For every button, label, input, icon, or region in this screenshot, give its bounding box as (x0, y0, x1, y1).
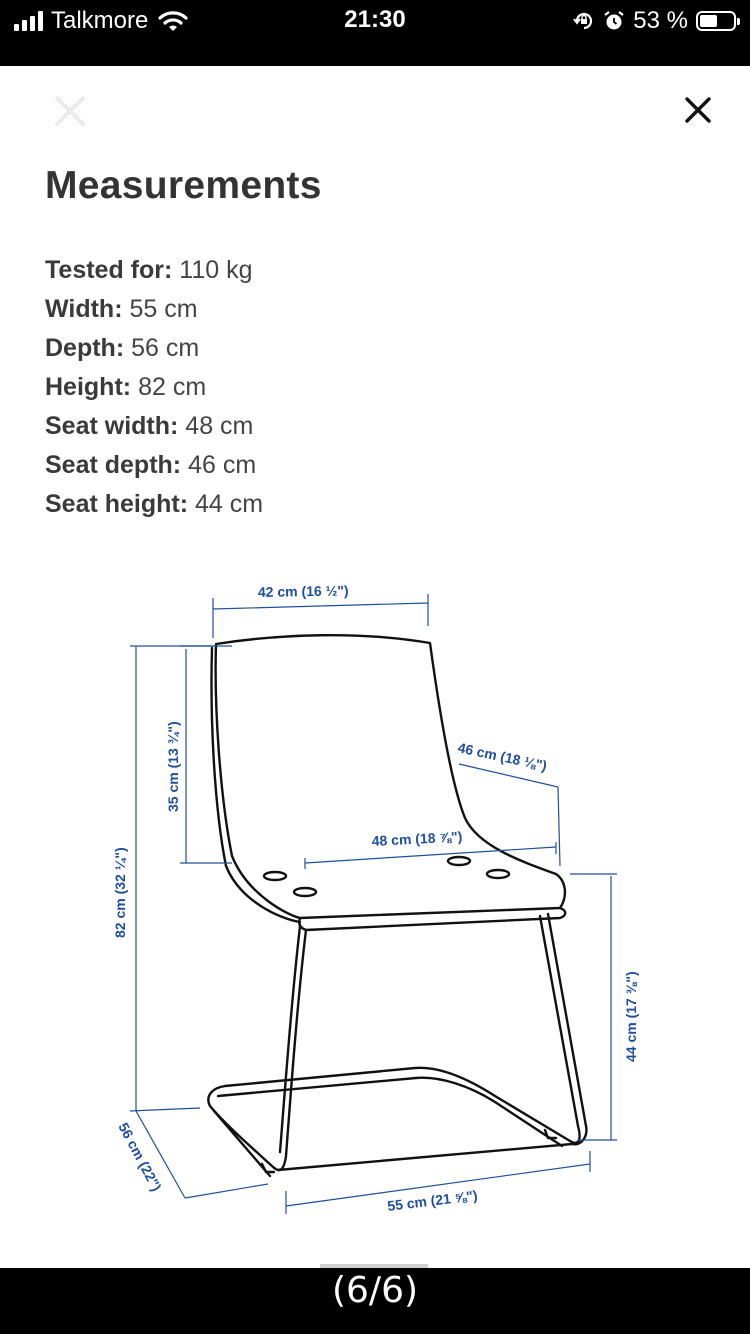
spec-value: 55 cm (129, 295, 198, 323)
alarm-icon (603, 10, 625, 32)
page-title: Measurements (45, 164, 322, 207)
spec-label: Seat height: (45, 490, 189, 518)
spec-label: Height: (45, 373, 132, 401)
spec-label: Tested for: (45, 256, 173, 284)
spec-value: 82 cm (138, 373, 207, 401)
status-time: 21:30 (344, 6, 406, 33)
dimension-label-width: 55 cm (21 ⅝") (386, 1187, 479, 1214)
spec-label: Seat depth: (45, 451, 182, 479)
spec-value: 46 cm (188, 451, 257, 479)
spec-value: 56 cm (131, 334, 200, 362)
spec-value: 110 kg (179, 256, 253, 284)
orientation-lock-icon (573, 10, 595, 32)
dimension-label-depth: 56 cm (22") (115, 1119, 165, 1194)
dimension-label-total-height: 82 cm (32 ¼") (112, 847, 128, 938)
status-bar-right (573, 6, 736, 36)
status-bar (0, 0, 750, 66)
bottom-bar (0, 1268, 750, 1334)
battery-percent: 53 % (633, 7, 688, 34)
spec-label: Depth: (45, 334, 125, 362)
spec-value: 48 cm (185, 412, 254, 440)
page-indicator: (6/6) (331, 1270, 419, 1311)
dimension-label-seat-width: 48 cm (18 ⅞") (371, 828, 463, 849)
battery-level (700, 15, 717, 27)
spec-label: Width: (45, 295, 123, 323)
measurements-sheet (0, 66, 750, 1268)
chair-drawing (208, 635, 586, 1176)
dimension-label-backrest-height: 35 cm (13 ¾") (165, 721, 181, 812)
chair-dimension-diagram (0, 66, 750, 1268)
dimension-lines (130, 594, 617, 1214)
spec-label: Seat width: (45, 412, 179, 440)
dimension-label-seat-height: 44 cm (17 ⅜") (623, 971, 639, 1062)
spec-value: 44 cm (195, 490, 264, 518)
carrier-name: Talkmore (51, 7, 149, 34)
home-indicator[interactable] (320, 1264, 428, 1268)
battery-icon (696, 11, 736, 31)
dimension-label-seat-depth: 46 cm (18 ⅛") (456, 739, 549, 774)
dimension-label-backrest-width: 42 cm (16 ½") (257, 582, 349, 600)
